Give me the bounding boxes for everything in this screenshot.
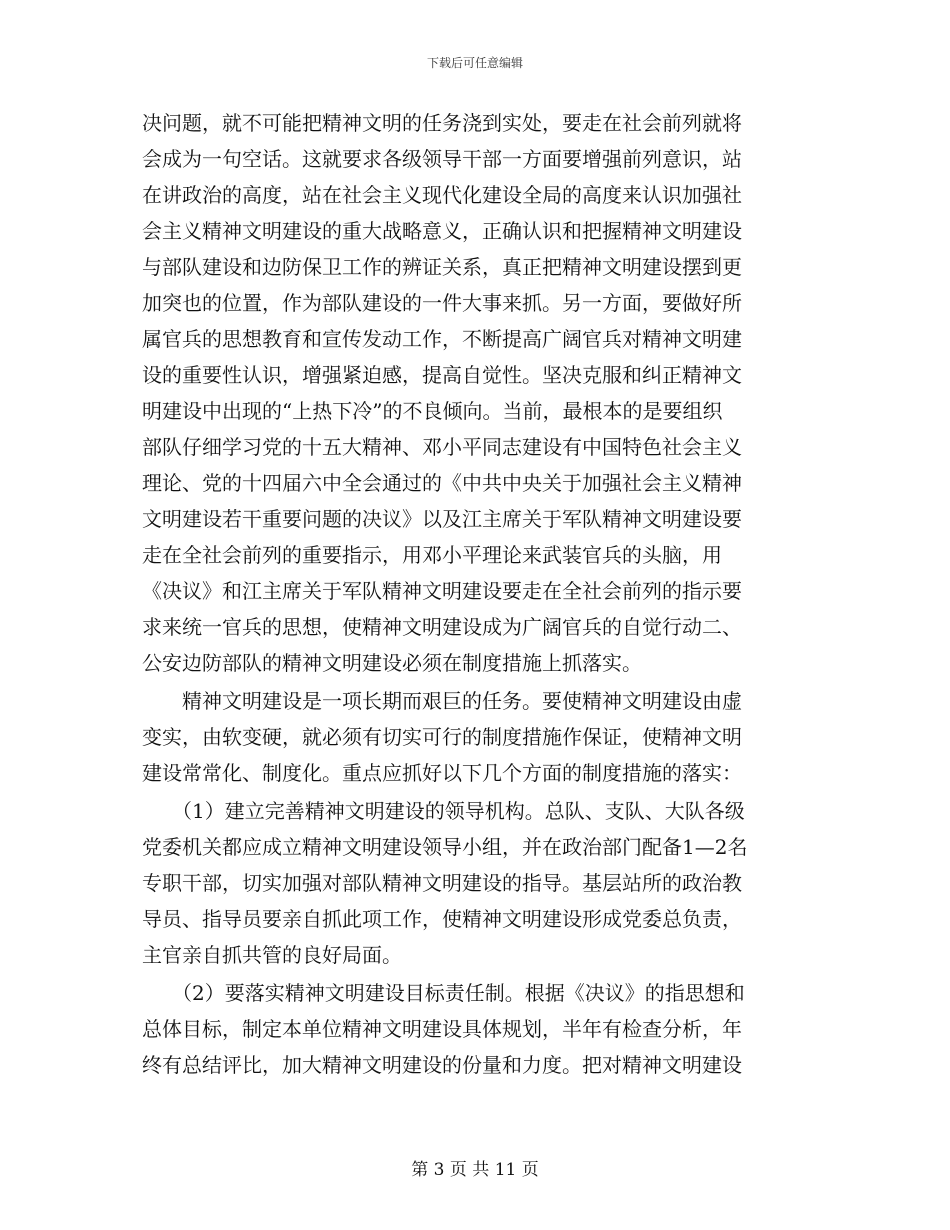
text-line: 决问题，就不可能把精神文明的任务浇到实处，要走在社会前列就将 — [142, 111, 742, 135]
document-body — [142, 105, 810, 1083]
text-line: 党委机关都应成立精神文明建设领导小组，并在政治部门配备1—2名 — [142, 835, 748, 859]
text-line: 变实，由软变硬，就必须有切实可行的制度措施作保证，使精神文明 — [142, 725, 742, 749]
text-line: 《决议》和江主席关于军队精神文明建设要走在全社会前列的指示要 — [142, 579, 742, 603]
text-line: 专职干部，切实加强对部队精神文明建设的指导。基层站所的政治教 — [142, 871, 742, 895]
text-line: 建设常常化、制度化。重点应抓好以下几个方面的制度措施的落实： — [142, 761, 742, 785]
page-header: 下载后可任意编辑 — [426, 56, 523, 70]
text-line: 总体目标，制定本单位精神文明建设具体规划，半年有检查分析，年 — [142, 1017, 742, 1041]
paragraph-start-line: （1）建立完善精神文明建设的领导机构。总队、支队、大队各级 — [142, 799, 745, 823]
text-line: 与部队建设和边防保卫工作的辨证关系，真正把精神文明建设摆到更 — [142, 255, 742, 279]
text-line: 文明建设若干重要问题的决议》以及江主席关于军队精神文明建设要 — [142, 507, 742, 531]
text-line: 属官兵的思想教育和宣传发动工作，不断提高广阔官兵对精神文明建 — [142, 327, 742, 351]
text-line: 公安边防部队的精神文明建设必须在制度措施上抓落实。 — [142, 651, 642, 675]
text-line: 会主义精神文明建设的重大战略意义，正确认识和把握精神文明建设 — [142, 219, 742, 243]
text-line: 求来统一官兵的思想，使精神文明建设成为广阔官兵的自觉行动二、 — [142, 615, 742, 639]
text-line: 终有总结评比，加大精神文明建设的份量和力度。把对精神文明建设 — [142, 1053, 742, 1077]
text-line: 走在全社会前列的重要指示，用邓小平理论来武装官兵的头脑，用 — [142, 543, 722, 567]
text-line: 加突也的位置，作为部队建设的一件大事来抓。另一方面，要做好所 — [142, 291, 742, 315]
page-number-footer: 第 3 页 共 11 页 — [411, 1160, 539, 1180]
text-line: 会成为一句空话。这就要求各级领导干部一方面要增强前列意识，站 — [142, 147, 742, 171]
text-line: 设的重要性认识，增强紧迫感，提高自觉性。坚决克服和纠正精神文 — [142, 363, 742, 387]
text-line: 理论、党的十四届六中全会通过的《中共中央关于加强社会主义精神 — [142, 471, 742, 495]
text-line: 明建设中出现的“上热下冷”的不良倾向。当前，最根本的是要组织 — [142, 399, 723, 423]
text-line: 部队仔细学习党的十五大精神、邓小平同志建设有中国特色社会主义 — [142, 435, 742, 459]
text-line: 主官亲自抓共管的良好局面。 — [142, 943, 402, 967]
paragraph-start-line: 精神文明建设是一项长期而艰巨的任务。要使精神文明建设由虚 — [142, 689, 742, 713]
paragraph-start-line: （2）要落实精神文明建设目标责任制。根据《决议》的指思想和 — [142, 981, 745, 1005]
text-line: 在讲政治的高度，站在社会主义现代化建设全局的高度来认识加强社 — [142, 183, 742, 207]
text-line: 导员、指导员要亲自抓此项工作，使精神文明建设形成党委总负责， — [142, 907, 742, 931]
